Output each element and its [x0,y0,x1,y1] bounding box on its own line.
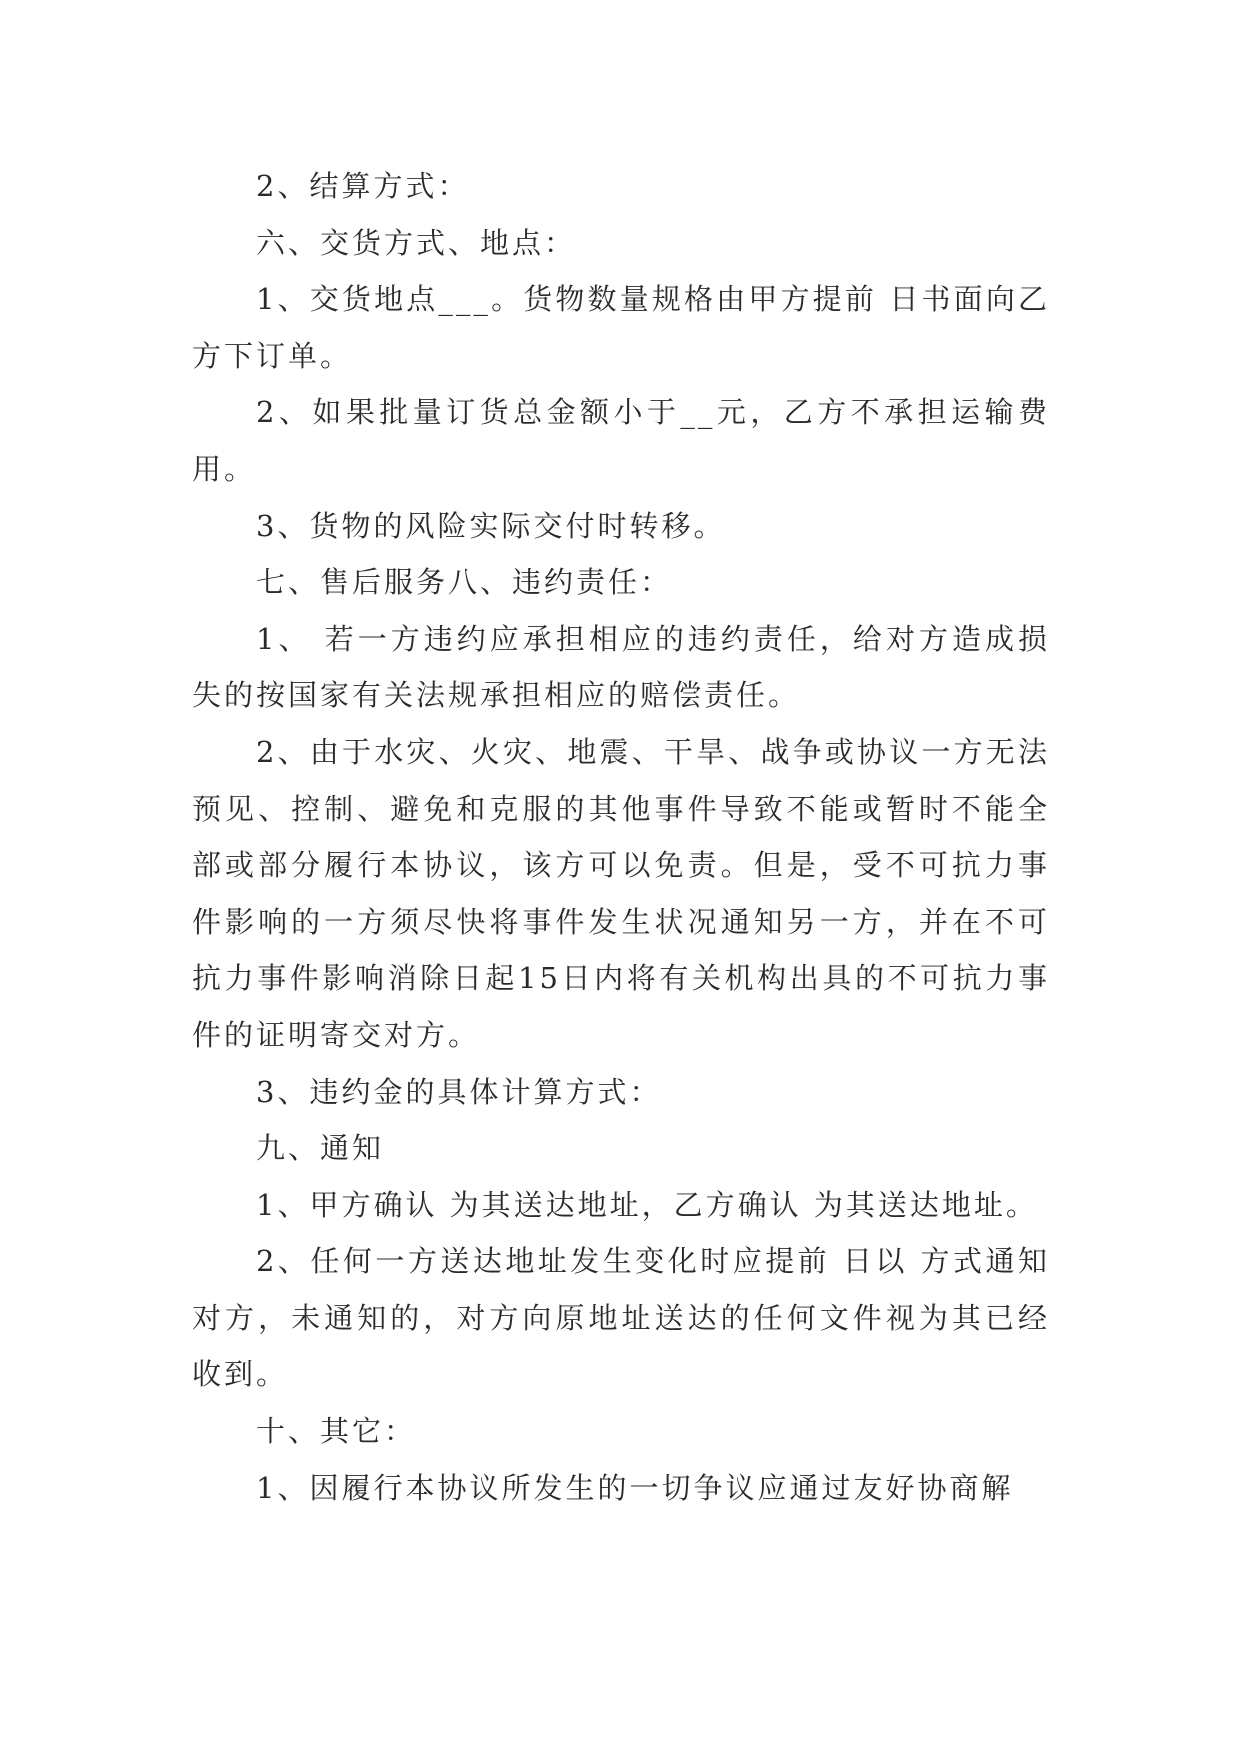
section-delivery-heading: 六、交货方式、地点： [256,225,577,260]
clause-breach-liability: 1、 若一方违约应承担相应的违约责任，给对方造成损失的按国家有关法规承担相应的赔偿责任。 [192,621,1050,713]
clause-notice-address: 1、甲方确认 为其送达地址，乙方确认 为其送达地址。 [256,1187,1038,1222]
clause-shipping-cost: 2、如果批量订货总金额小于__元，乙方不承担运输费用。 [192,395,1050,486]
clause-force-majeure: 2、由于水灾、火灾、地震、干旱、战争或协议一方无法预见、控制、避免和克服的其他事件导致不能或暂时不能全部或部分履行本协议，该方可以免责。但是，受不可抗力事件影响的一方须尽快将事件发生状况通知另一方，并在不可抗力事件影响消除日起15日内将有关机构出具的不可抗力事件的证明寄交对方。 [192,734,1050,1052]
section-notice-heading: 九、通知 [256,1131,385,1166]
clause-risk-transfer: 3、货物的风险实际交付时转移。 [256,508,726,543]
section-service-liability-heading: 七、售后服务八、违约责任： [256,565,673,600]
clause-penalty-calculation: 3、违约金的具体计算方式： [256,1074,662,1109]
contract-body [192,158,1050,1516]
clause-settlement-method: 2、结算方式： [256,169,470,203]
clause-dispute-resolution: 1、因履行本协议所发生的一切争议应通过友好协商解 [256,1470,1014,1505]
section-other-heading: 十、其它： [256,1414,417,1449]
clause-delivery-location: 1、交货地点___。货物数量规格由甲方提前 日书面向乙方下订单。 [192,282,1050,373]
clause-address-change: 2、任何一方送达地址发生变化时应提前 日以 方式通知对方，未通知的，对方向原地址送达的任何文件视为其已经收到。 [192,1244,1050,1392]
